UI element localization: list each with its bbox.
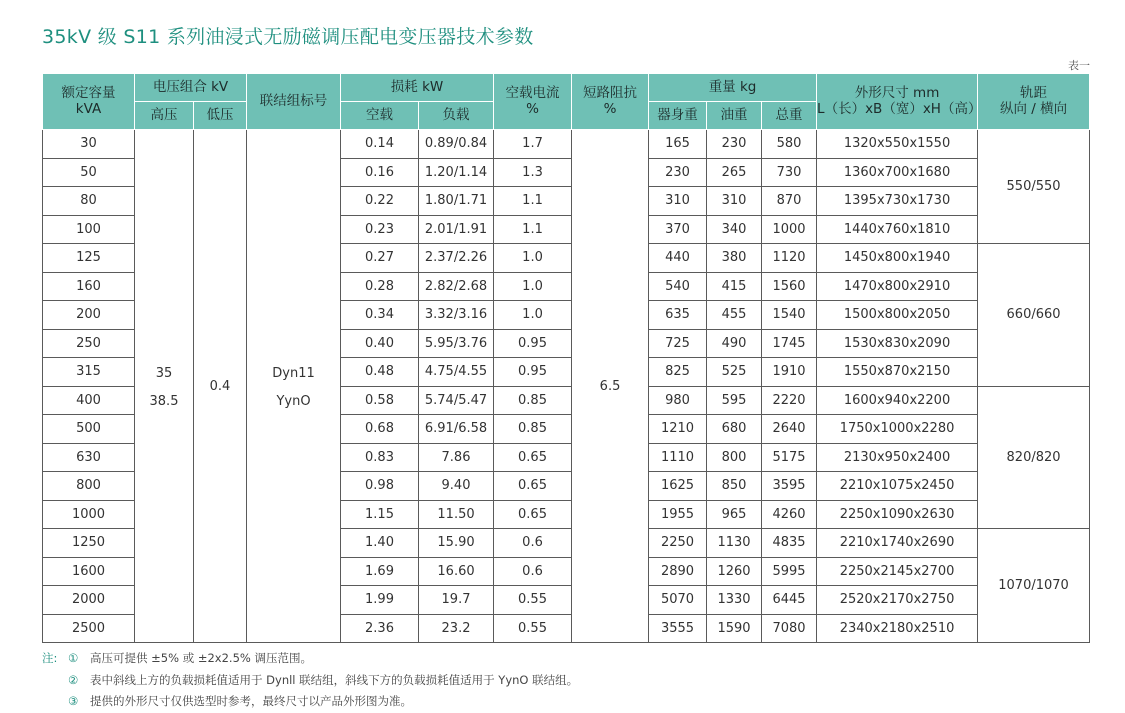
dimensions-cell: 1500x800x2050 xyxy=(817,301,978,330)
no-load-current-cell: 1.0 xyxy=(494,272,572,301)
gauge-cell: 1070/1070 xyxy=(978,529,1090,643)
total-weight-cell: 3595 xyxy=(762,472,817,501)
capacity-cell: 400 xyxy=(43,386,135,415)
load-loss-cell: 5.74/5.47 xyxy=(419,386,494,415)
spec-table xyxy=(42,73,1090,643)
capacity-cell: 500 xyxy=(43,415,135,444)
oil-weight-cell: 850 xyxy=(707,472,762,501)
header-impedance-unit: % xyxy=(603,100,617,117)
dimensions-cell: 1550x870x2150 xyxy=(817,358,978,387)
body-weight-cell: 1625 xyxy=(649,472,707,501)
body-weight-cell: 165 xyxy=(649,130,707,159)
total-weight-cell: 2220 xyxy=(762,386,817,415)
header-no-load-current-label: 空载电流 xyxy=(505,84,560,101)
capacity-cell: 125 xyxy=(43,244,135,273)
header-lv: 低压 xyxy=(194,102,247,130)
header-no-load-loss: 空载 xyxy=(341,102,419,130)
capacity-cell: 630 xyxy=(43,443,135,472)
body-weight-cell: 5070 xyxy=(649,586,707,615)
oil-weight-cell: 415 xyxy=(707,272,762,301)
header-body-weight: 器身重 xyxy=(649,102,707,130)
header-total-weight: 总重 xyxy=(762,102,817,130)
total-weight-cell: 6445 xyxy=(762,586,817,615)
dimensions-cell: 1750x1000x2280 xyxy=(817,415,978,444)
dimensions-cell: 2250x2145x2700 xyxy=(817,557,978,586)
hv-value-2: 38.5 xyxy=(149,394,179,409)
body-weight-cell: 725 xyxy=(649,329,707,358)
header-oil-weight: 油重 xyxy=(707,102,762,130)
capacity-cell: 100 xyxy=(43,215,135,244)
oil-weight-cell: 1590 xyxy=(707,614,762,643)
total-weight-cell: 870 xyxy=(762,187,817,216)
body-weight-cell: 440 xyxy=(649,244,707,273)
load-loss-cell: 7.86 xyxy=(419,443,494,472)
dimensions-cell: 2340x2180x2510 xyxy=(817,614,978,643)
load-loss-cell: 19.7 xyxy=(419,586,494,615)
no-load-loss-cell: 0.68 xyxy=(341,415,419,444)
dimensions-cell: 1440x760x1810 xyxy=(817,215,978,244)
header-dimensions-sub: L（长）xB（宽）xH（高） xyxy=(817,100,982,117)
note-3 xyxy=(42,691,578,713)
dimensions-cell: 1360x700x1680 xyxy=(817,158,978,187)
load-loss-cell: 15.90 xyxy=(419,529,494,558)
capacity-cell: 1000 xyxy=(43,500,135,529)
vector-group-merged-cell xyxy=(247,130,341,643)
header-capacity xyxy=(43,74,135,130)
total-weight-cell: 2640 xyxy=(762,415,817,444)
capacity-cell: 50 xyxy=(43,158,135,187)
notes xyxy=(42,648,578,713)
header-gauge xyxy=(978,74,1090,130)
gauge-cell: 550/550 xyxy=(978,130,1090,244)
oil-weight-cell: 230 xyxy=(707,130,762,159)
oil-weight-cell: 1330 xyxy=(707,586,762,615)
no-load-loss-cell: 0.98 xyxy=(341,472,419,501)
header-impedance-label: 短路阻抗 xyxy=(583,84,638,101)
total-weight-cell: 1560 xyxy=(762,272,817,301)
note-2-text: 表中斜线上方的负载损耗值适用于 Dynll 联结组，斜线下方的负载损耗值适用于 YynO 联结组。 xyxy=(90,672,579,687)
no-load-current-cell: 0.85 xyxy=(494,415,572,444)
header-loss: 损耗 kW xyxy=(341,74,494,102)
total-weight-cell: 580 xyxy=(762,130,817,159)
header-vector-group: 联结组标号 xyxy=(247,74,341,130)
dimensions-cell: 2250x1090x2630 xyxy=(817,500,978,529)
no-load-loss-cell: 0.28 xyxy=(341,272,419,301)
header-dimensions xyxy=(817,74,982,130)
dimensions-cell: 2210x1740x2690 xyxy=(817,529,978,558)
no-load-current-cell: 1.0 xyxy=(494,244,572,273)
body-weight-cell: 310 xyxy=(649,187,707,216)
note-3-text: 提供的外形尺寸仅供选型时参考，最终尺寸以产品外形图为准。 xyxy=(90,694,412,708)
header-no-load-current-unit: % xyxy=(526,100,539,117)
body-weight-cell: 1110 xyxy=(649,443,707,472)
oil-weight-cell: 800 xyxy=(707,443,762,472)
gauge-cell: 820/820 xyxy=(978,386,1090,529)
oil-weight-cell: 455 xyxy=(707,301,762,330)
oil-weight-cell: 340 xyxy=(707,215,762,244)
load-loss-cell: 2.82/2.68 xyxy=(419,272,494,301)
header-gauge-sub: 纵向 / 横向 xyxy=(999,100,1068,117)
oil-weight-cell: 265 xyxy=(707,158,762,187)
load-loss-cell: 23.2 xyxy=(419,614,494,643)
no-load-loss-cell: 1.15 xyxy=(341,500,419,529)
total-weight-cell: 1910 xyxy=(762,358,817,387)
header-weight: 重量 kg xyxy=(649,74,817,102)
header-gauge-label: 轨距 xyxy=(1020,84,1048,101)
header-dimensions-label: 外形尺寸 mm xyxy=(854,84,940,101)
body-weight-cell: 980 xyxy=(649,386,707,415)
table-body xyxy=(43,130,1090,643)
no-load-current-cell: 1.1 xyxy=(494,215,572,244)
total-weight-cell: 4835 xyxy=(762,529,817,558)
no-load-loss-cell: 2.36 xyxy=(341,614,419,643)
total-weight-cell: 730 xyxy=(762,158,817,187)
oil-weight-cell: 965 xyxy=(707,500,762,529)
load-loss-cell: 1.80/1.71 xyxy=(419,187,494,216)
body-weight-cell: 540 xyxy=(649,272,707,301)
header-hv: 高压 xyxy=(135,102,194,130)
no-load-loss-cell: 0.23 xyxy=(341,215,419,244)
note-2-number: ② xyxy=(68,672,79,687)
no-load-current-cell: 0.85 xyxy=(494,386,572,415)
body-weight-cell: 3555 xyxy=(649,614,707,643)
load-loss-cell: 9.40 xyxy=(419,472,494,501)
total-weight-cell: 4260 xyxy=(762,500,817,529)
header-capacity-label: 额定容量 xyxy=(61,84,116,101)
oil-weight-cell: 680 xyxy=(707,415,762,444)
total-weight-cell: 5175 xyxy=(762,443,817,472)
table-header xyxy=(43,74,1090,130)
capacity-cell: 160 xyxy=(43,272,135,301)
no-load-loss-cell: 0.83 xyxy=(341,443,419,472)
load-loss-cell: 2.37/2.26 xyxy=(419,244,494,273)
load-loss-cell: 5.95/3.76 xyxy=(419,329,494,358)
no-load-current-cell: 1.7 xyxy=(494,130,572,159)
lv-merged-cell: 0.4 xyxy=(194,130,247,643)
total-weight-cell: 1540 xyxy=(762,301,817,330)
load-loss-cell: 1.20/1.14 xyxy=(419,158,494,187)
oil-weight-cell: 310 xyxy=(707,187,762,216)
capacity-cell: 1600 xyxy=(43,557,135,586)
load-loss-cell: 3.32/3.16 xyxy=(419,301,494,330)
body-weight-cell: 635 xyxy=(649,301,707,330)
table-label: 表一 xyxy=(1068,59,1090,72)
no-load-current-cell: 0.6 xyxy=(494,529,572,558)
dimensions-cell: 1600x940x2200 xyxy=(817,386,978,415)
no-load-loss-cell: 1.69 xyxy=(341,557,419,586)
no-load-loss-cell: 0.58 xyxy=(341,386,419,415)
capacity-cell: 2500 xyxy=(43,614,135,643)
no-load-loss-cell: 0.27 xyxy=(341,244,419,273)
gauge-cell: 660/660 xyxy=(978,244,1090,387)
no-load-loss-cell: 0.16 xyxy=(341,158,419,187)
note-1-number: ① xyxy=(68,651,79,665)
no-load-loss-cell: 0.48 xyxy=(341,358,419,387)
capacity-cell: 315 xyxy=(43,358,135,387)
total-weight-cell: 1120 xyxy=(762,244,817,273)
hv-merged-cell xyxy=(135,130,194,643)
total-weight-cell: 1745 xyxy=(762,329,817,358)
body-weight-cell: 1955 xyxy=(649,500,707,529)
capacity-cell: 200 xyxy=(43,301,135,330)
load-loss-cell: 4.75/4.55 xyxy=(419,358,494,387)
header-load-loss: 负载 xyxy=(419,102,494,130)
dimensions-cell: 1530x830x2090 xyxy=(817,329,978,358)
oil-weight-cell: 595 xyxy=(707,386,762,415)
no-load-current-cell: 1.0 xyxy=(494,301,572,330)
no-load-current-cell: 0.65 xyxy=(494,500,572,529)
body-weight-cell: 1210 xyxy=(649,415,707,444)
no-load-current-cell: 0.55 xyxy=(494,614,572,643)
dimensions-cell: 2130x950x2400 xyxy=(817,443,978,472)
note-1-text: 高压可提供 ±5% 或 ±2x2.5% 调压范围。 xyxy=(90,651,312,665)
page-title: 35kV 级 S11 系列油浸式无励磁调压配电变压器技术参数 xyxy=(42,26,534,48)
capacity-cell: 800 xyxy=(43,472,135,501)
no-load-current-cell: 1.3 xyxy=(494,158,572,187)
capacity-cell: 80 xyxy=(43,187,135,216)
note-2 xyxy=(42,670,578,692)
capacity-cell: 2000 xyxy=(43,586,135,615)
total-weight-cell: 5995 xyxy=(762,557,817,586)
hv-value-1: 35 xyxy=(155,366,173,381)
no-load-loss-cell: 0.14 xyxy=(341,130,419,159)
oil-weight-cell: 1260 xyxy=(707,557,762,586)
header-voltage: 电压组合 kV xyxy=(135,74,247,102)
oil-weight-cell: 525 xyxy=(707,358,762,387)
header-capacity-unit: kVA xyxy=(75,100,102,117)
load-loss-cell: 2.01/1.91 xyxy=(419,215,494,244)
capacity-cell: 1250 xyxy=(43,529,135,558)
dimensions-cell: 2520x2170x2750 xyxy=(817,586,978,615)
dimensions-cell: 1470x800x2910 xyxy=(817,272,978,301)
total-weight-cell: 7080 xyxy=(762,614,817,643)
header-impedance xyxy=(572,74,649,130)
body-weight-cell: 230 xyxy=(649,158,707,187)
load-loss-cell: 11.50 xyxy=(419,500,494,529)
oil-weight-cell: 380 xyxy=(707,244,762,273)
no-load-loss-cell: 1.40 xyxy=(341,529,419,558)
no-load-current-cell: 0.6 xyxy=(494,557,572,586)
table-row xyxy=(43,130,1090,159)
vector-group-2: YynO xyxy=(276,394,311,409)
header-no-load-current xyxy=(494,74,572,130)
note-1 xyxy=(42,648,578,670)
no-load-loss-cell: 0.40 xyxy=(341,329,419,358)
no-load-loss-cell: 0.22 xyxy=(341,187,419,216)
body-weight-cell: 2250 xyxy=(649,529,707,558)
load-loss-cell: 16.60 xyxy=(419,557,494,586)
capacity-cell: 250 xyxy=(43,329,135,358)
no-load-current-cell: 0.95 xyxy=(494,358,572,387)
body-weight-cell: 370 xyxy=(649,215,707,244)
load-loss-cell: 6.91/6.58 xyxy=(419,415,494,444)
oil-weight-cell: 1130 xyxy=(707,529,762,558)
no-load-loss-cell: 1.99 xyxy=(341,586,419,615)
capacity-cell: 30 xyxy=(43,130,135,159)
oil-weight-cell: 490 xyxy=(707,329,762,358)
vector-group-1: Dyn11 xyxy=(272,366,315,381)
load-loss-cell: 0.89/0.84 xyxy=(419,130,494,159)
no-load-current-cell: 0.95 xyxy=(494,329,572,358)
notes-label: 注: xyxy=(42,651,58,665)
impedance-merged-cell: 6.5 xyxy=(572,130,649,643)
dimensions-cell: 2210x1075x2450 xyxy=(817,472,978,501)
body-weight-cell: 2890 xyxy=(649,557,707,586)
no-load-current-cell: 1.1 xyxy=(494,187,572,216)
body-weight-cell: 825 xyxy=(649,358,707,387)
dimensions-cell: 1320x550x1550 xyxy=(817,130,978,159)
total-weight-cell: 1000 xyxy=(762,215,817,244)
no-load-current-cell: 0.55 xyxy=(494,586,572,615)
no-load-loss-cell: 0.34 xyxy=(341,301,419,330)
dimensions-cell: 1395x730x1730 xyxy=(817,187,978,216)
dimensions-cell: 1450x800x1940 xyxy=(817,244,978,273)
note-3-number: ③ xyxy=(68,694,79,708)
no-load-current-cell: 0.65 xyxy=(494,443,572,472)
no-load-current-cell: 0.65 xyxy=(494,472,572,501)
